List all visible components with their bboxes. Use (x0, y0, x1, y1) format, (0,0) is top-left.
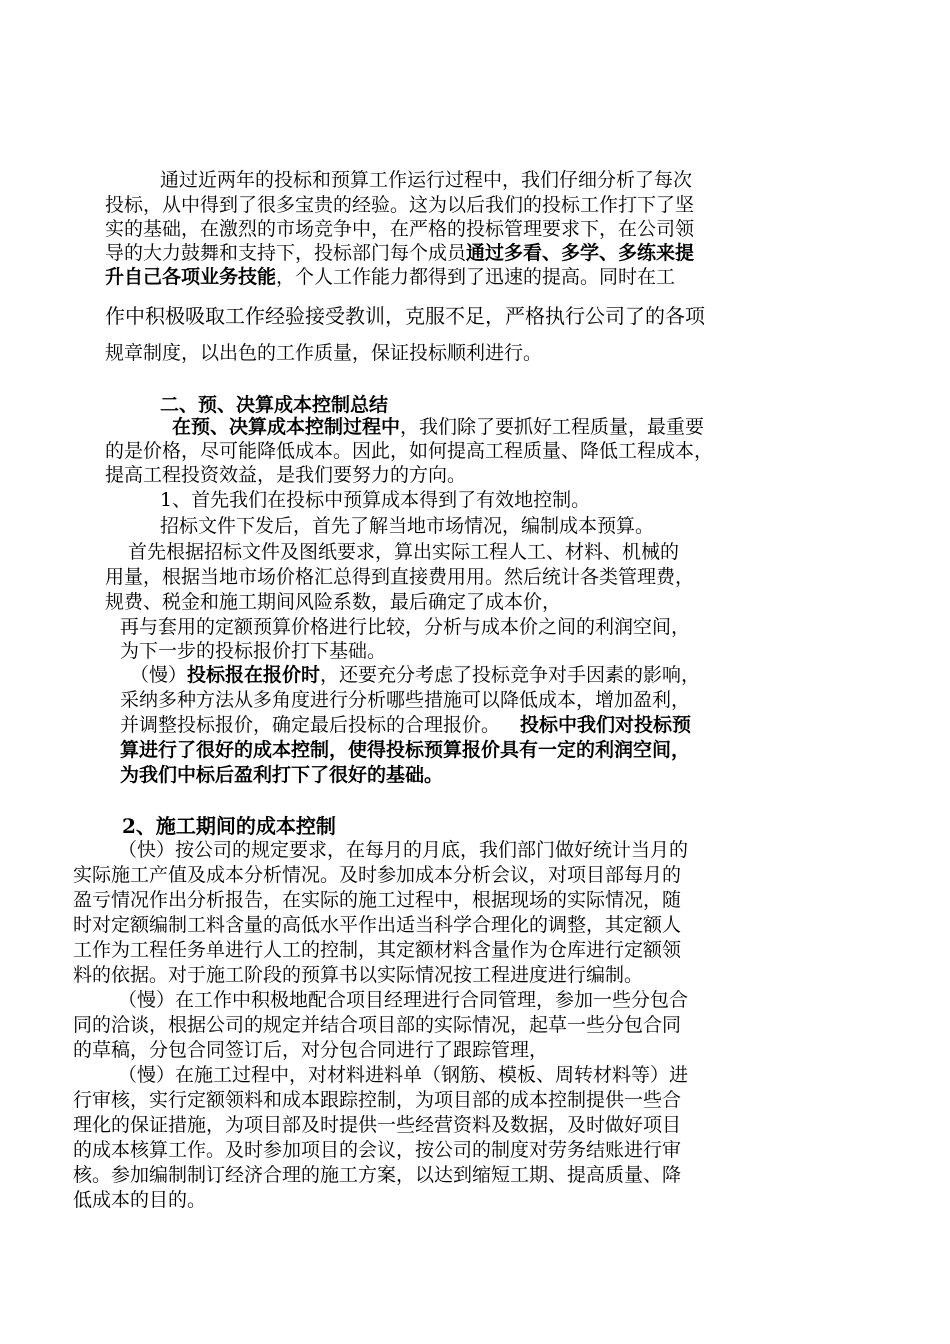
paragraph-line: 再与套用的定额预算价格进行比较，分析与成本价之间的利润空间， (120, 616, 691, 638)
text-span: ，个人工作能力都得到了迅速的提高。同时在工 (276, 266, 676, 288)
section-heading: 二、预、决算成本控制总结 (160, 394, 389, 416)
paragraph-line: 招标文件下发后，首先了解当地市场情况，编制成本预算。 (160, 515, 655, 537)
paragraph-line: 料的依据。对于施工阶段的预算书以实际情况按工程进度进行编制。 (73, 964, 644, 986)
paragraph-line: 规章制度，以出色的工作质量，保证投标顺利进行。 (105, 342, 543, 364)
text-span: 并调整投标报价，确定最后投标的合理报价。 (120, 714, 501, 736)
paragraph-line (105, 243, 694, 265)
bold-text: 通过多看、多学、多练来提 (466, 242, 695, 264)
bold-text: 投标报在报价时 (187, 664, 321, 686)
paragraph-line: 盈亏情况作出分析报告，在实际的施工过程中，根据现场的实际情况，随 (73, 889, 682, 911)
paragraph-line: 核。参加编制制订经济合理的施工方案，以达到缩短工期、提高质量、降 (73, 1164, 682, 1186)
paragraph-line (172, 417, 704, 439)
text-span: （慢） (130, 664, 188, 686)
paragraph-line (105, 267, 675, 289)
paragraph-line: （慢）在工作中积极地配合项目经理进行合同管理，参加一些分包合 (118, 989, 689, 1011)
paragraph-line: 规费、税金和施工期间风险系数，最后确定了成本价， (105, 591, 562, 613)
paragraph-line: 行审核，实行定额领料和成本跟踪控制，为项目部的成本控制提供一些合 (73, 1089, 682, 1111)
paragraph-line: 用量，根据当地市场价格汇总得到直接费用用。然后统计各类管理费， (105, 566, 695, 588)
text-span: 导的大力鼓舞和支持下，投标部门每个成员 (105, 242, 467, 264)
paragraph-line (130, 665, 700, 687)
paragraph-line: （快）按公司的规定要求，在每月的月底，我们部门做好统计当月的 (118, 839, 689, 861)
bold-line: 为我们中标后盈利打下了很好的基础。 (120, 764, 444, 786)
paragraph-line: 为下一步的投标报价打下基础。 (120, 640, 387, 662)
paragraph-line: 工作为工程任务单进行人工的控制，其定额材料含量作为仓库进行定额领 (73, 939, 682, 961)
paragraph-line: 通过近两年的投标和预算工作运行过程中，我们仔细分析了每次 (160, 169, 693, 191)
paragraph-line: 同的洽谈，根据公司的规定并结合项目部的实际情况，起草一些分包合同 (73, 1014, 682, 1036)
text-span: ，还要充分考虑了投标竞争对手因素的影响， (320, 664, 701, 686)
bold-text: 投标中我们对投标预 (520, 714, 692, 736)
paragraph-line: 的草稿，分包合同签订后，对分包合同进行了跟踪管理， (73, 1039, 549, 1061)
bold-text: 升自己各项业务技能 (105, 266, 277, 288)
paragraph-line (120, 715, 691, 737)
paragraph-line: 时对定额编制工料含量的高低水平作出适当科学合理化的调整，其定额人 (73, 914, 682, 936)
paragraph-line: （慢）在施工过程中，对材料进料单（钢筋、模板、周转材料等）进 (118, 1064, 689, 1086)
bold-text: 在预、决算成本控制过程中 (172, 416, 401, 438)
paragraph-line: 提高工程投资效益，是我们要努力的方向。 (105, 464, 467, 486)
paragraph-line: 采纳多种方法从多角度进行分析哪些措施可以降低成本，增加盈利， (120, 689, 691, 711)
text-span: ，我们除了要抓好工程质量，最重要 (400, 416, 705, 438)
paragraph-line: 实的基础，在激烈的市场竞争中，在严格的投标管理要求下，在公司领 (105, 218, 695, 240)
section-heading: 2、施工期间的成本控制 (122, 814, 336, 838)
paragraph-line: 的是价格，尽可能降低成本。因此，如何提高工程质量、降低工程成本， (105, 440, 714, 462)
paragraph-line: 首先根据招标文件及图纸要求，算出实际工程人工、材料、机械的 (128, 541, 680, 563)
paragraph-line: 低成本的目的。 (73, 1189, 207, 1211)
paragraph-line: 理化的保证措施，为项目部及时提供一些经营资料及数据，及时做好项目 (73, 1114, 682, 1136)
list-item: 1、首先我们在投标中预算成本得到了有效地控制。 (160, 489, 591, 511)
paragraph-line: 的成本核算工作。及时参加项目的会议，按公司的制度对劳务结账进行审 (73, 1139, 682, 1161)
bold-line: 算进行了很好的成本控制，使得投标预算报价具有一定的利润空间， (120, 739, 691, 761)
paragraph-line: 作中积极吸取工作经验接受教训，克服不足，严格执行公司了的各项 (105, 304, 705, 328)
paragraph-line: 投标，从中得到了很多宝贵的经验。这为以后我们的投标工作打下了坚 (105, 194, 695, 216)
paragraph-line: 实际施工产值及成本分析情况。及时参加成本分析会议，对项目部每月的 (73, 864, 682, 886)
